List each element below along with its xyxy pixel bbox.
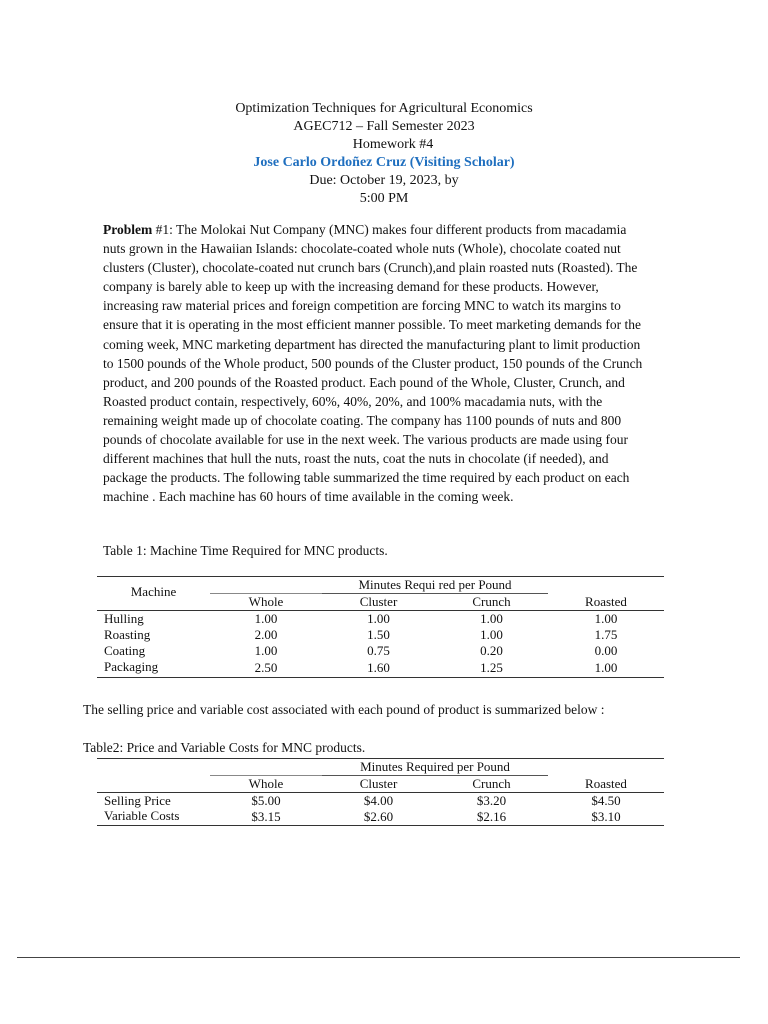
footer-divider bbox=[17, 957, 740, 958]
machine-time-table bbox=[97, 576, 664, 678]
table-row bbox=[97, 627, 664, 643]
table-cell: 1.00 bbox=[367, 611, 390, 626]
table1-col-header: Cluster bbox=[322, 594, 435, 611]
row-label: Selling Price bbox=[104, 793, 171, 808]
table-cell: $4.00 bbox=[363, 793, 394, 808]
table-row bbox=[97, 808, 664, 826]
table1-group-header: Minutes Requi red per Pound bbox=[322, 577, 548, 594]
row-label: Hulling bbox=[97, 611, 210, 628]
table-cell: 1.75 bbox=[594, 627, 618, 642]
table-cell: 1.00 bbox=[254, 611, 278, 626]
table-cell: $3.20 bbox=[476, 793, 507, 808]
table-cell: 1.50 bbox=[367, 627, 390, 642]
table2-col-header: Whole bbox=[210, 776, 322, 793]
row-label: Roasting bbox=[104, 627, 151, 642]
table-cell: $2.16 bbox=[476, 809, 507, 824]
row-label: Coating bbox=[104, 643, 146, 658]
table-cell: $4.50 bbox=[591, 793, 621, 808]
table-cell: 1.60 bbox=[367, 660, 390, 675]
table2-col-header: Cluster bbox=[322, 776, 435, 793]
table2-header-row bbox=[97, 759, 664, 776]
course-title: Optimization Techniques for Agricultural Economics bbox=[235, 101, 533, 116]
table-cell: $5.00 bbox=[251, 793, 281, 808]
table-cell: 0.20 bbox=[480, 643, 503, 658]
table1-col-header: Whole bbox=[210, 594, 322, 611]
table-cell: 2.00 bbox=[254, 627, 278, 642]
row-label: Variable Costs bbox=[104, 808, 180, 823]
table2-col-header: Crunch bbox=[435, 776, 548, 793]
row-label: Packaging bbox=[104, 659, 159, 674]
table2-caption: Table2: Price and Variable Costs for MNC products. bbox=[83, 740, 366, 755]
table-cell: 1.00 bbox=[480, 611, 503, 626]
table-cell: $3.15 bbox=[251, 809, 281, 824]
table2-col-header: Roasted bbox=[548, 776, 664, 793]
table-cell: 2.50 bbox=[254, 660, 278, 675]
author-name: Jose Carlo Ordoñez Cruz (Visiting Scholar) bbox=[253, 155, 515, 170]
table-cell: 1.00 bbox=[594, 660, 618, 675]
table-cell: 1.00 bbox=[480, 627, 503, 642]
table1-header-row bbox=[97, 577, 664, 594]
table1-machine-header: Machine bbox=[130, 583, 177, 599]
course-code: AGEC712 – Fall Semester 2023 bbox=[293, 119, 475, 134]
table-cell: 0.75 bbox=[367, 643, 390, 658]
table1-caption: Table 1: Machine Time Required for MNC products. bbox=[103, 543, 388, 558]
table-row bbox=[97, 793, 664, 809]
table-cell: 1.00 bbox=[254, 643, 278, 658]
table1-col-header: Roasted bbox=[548, 594, 664, 611]
price-cost-intro: The selling price and variable cost associated with each pound of product is summarized below : bbox=[83, 702, 605, 717]
due-time: 5:00 PM bbox=[359, 191, 409, 206]
table-cell: 1.00 bbox=[594, 611, 618, 626]
table-cell: 0.00 bbox=[594, 643, 618, 658]
table2-group-header: Minutes Required per Pound bbox=[322, 759, 548, 776]
table-row bbox=[97, 643, 664, 659]
table2-columns-row bbox=[97, 776, 664, 793]
problem-text: #1: The Molokai Nut Company (MNC) makes four different products from macadamia nuts grown in the Hawaiian Islands: chocolate-coated whole nuts (Whole), chocolate coated nut clusters (Cluster), chocolate-coated nut crunch bars (Crunch),and plain roasted nuts (Roasted). The company is barely able to keep up with the increasing demand for these products. However, increasing raw material prices and foreign competition are forcing MNC to watch its margins to ensure that it is operating in the most efficient manner possible. To meet marketing demands for the coming week, MNC marketing department has directed the manufacturing plant to limit production to 1500 pounds of the Whole product, 500 pounds of the Cluster product, 150 pounds of the Crunch product, and 200 pounds of the Roasted product. Each pound of the Whole, Cluster, Crunch, and Roasted product contain, respectively, 60%, 40%, 20%, and 100% macadamia nuts, with the remaining weight made up of chocolate coating. The company has 1100 pounds of nuts and 800 pounds of chocolate available for use in the next week. The various products are made using four different machines that hull the nuts, roast the nuts, coat the nuts in chocolate (if needed), and package the products. The following table summarized the time required by each product on each machine . Each machine has 60 hours of time available in the coming week. bbox=[103, 222, 643, 505]
table-row bbox=[97, 611, 664, 628]
table-cell: $3.10 bbox=[591, 809, 621, 824]
problem-label: Problem bbox=[103, 222, 153, 237]
problem-statement bbox=[103, 220, 651, 506]
table-row bbox=[97, 659, 664, 678]
table-cell: 1.25 bbox=[480, 660, 503, 675]
table-cell: $2.60 bbox=[363, 809, 394, 824]
document-header bbox=[0, 100, 768, 208]
price-cost-table bbox=[97, 758, 664, 826]
table1-col-header: Crunch bbox=[435, 594, 548, 611]
homework-number: Homework #4 bbox=[352, 137, 434, 152]
due-date: Due: October 19, 2023, by bbox=[309, 173, 459, 188]
